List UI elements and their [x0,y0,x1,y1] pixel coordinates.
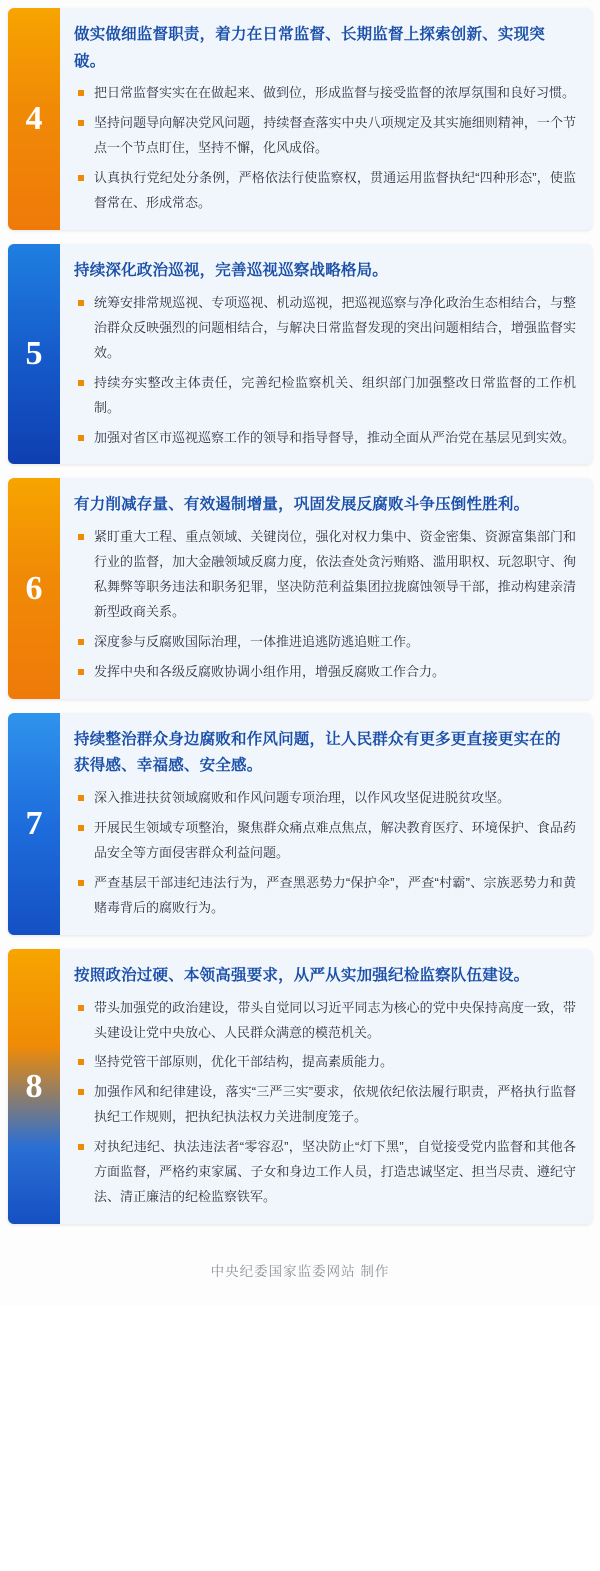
list-item-text: 加强作风和纪律建设，落实“三严三实”要求，依规依纪依法履行职责，严格执行监督执纪工作规则，把执纪执法权力关进制度笼子。 [94,1084,576,1125]
square-bullet-icon [78,669,84,675]
list-item-text: 统筹安排常规巡视、专项巡视、机动巡视，把巡视巡察与净化政治生态相结合，与整治群众反映强烈的问题相结合，与解决日常监督发现的突出问题相结合，增强监督实效。 [94,294,576,360]
content-card [8,713,592,935]
card-body [60,949,592,1224]
square-bullet-icon [78,1144,84,1150]
bullet-list [74,81,576,216]
list-item-text: 深入推进扶贫领域腐败和作风问题专项治理，以作风攻坚促进脱贫攻坚。 [94,790,511,806]
card-number: 8 [25,1067,43,1105]
content-card [8,949,592,1224]
list-item [74,81,576,106]
content-card [8,478,592,698]
card-number-strip [8,244,60,464]
square-bullet-icon [78,380,84,386]
page-footer: 中央纪委国家监委网站 制作 [210,1264,390,1280]
card-title: 有力削减存量、有效遏制增量，巩固发展反腐败斗争压倒性胜利。 [74,496,530,514]
list-item [74,111,576,161]
list-item [74,630,576,655]
list-item-text: 紧盯重大工程、重点领域、关键岗位，强化对权力集中、资金密集、资源富集部门和行业的监督，加大金融领域反腐力度，依法查处贪污贿赂、滥用职权、玩忽职守、徇私舞弊等职务违法和职务犯罪，坚决防范利益集团拉拢腐蚀领导干部，推动构建亲清新型政商关系。 [94,529,576,619]
list-item [74,166,576,216]
square-bullet-icon [78,795,84,801]
card-title: 做实做细监督职责，着力在日常监督、长期监督上探索创新、实现突破。 [74,26,546,70]
card-body [60,8,592,230]
card-body [60,713,592,935]
square-bullet-icon [78,90,84,96]
list-item-text: 深度参与反腐败国际治理，一体推进追逃防逃追赃工作。 [94,633,420,649]
list-item-text: 把日常监督实实在在做起来、做到位，形成监督与接受监督的浓厚氛围和良好习惯。 [94,85,576,101]
card-title: 按照政治过硬、本领高强要求，从严从实加强纪检监察队伍建设。 [74,966,530,984]
card-title: 持续整治群众身边腐败和作风问题，让人民群众有更多更直接更实在的获得感、幸福感、安全感。 [74,730,561,775]
card-number: 5 [25,335,43,373]
list-item [74,1135,576,1210]
list-item-text: 加强对省区市巡视巡察工作的领导和指导督导，推动全面从严治党在基层见到实效。 [94,429,576,445]
list-item [74,996,576,1046]
list-item-text: 带头加强党的政治建设，带头自觉同以习近平同志为核心的党中央保持高度一致，带头建设让党中央放心、人民群众满意的模范机关。 [94,999,576,1040]
bullet-list [74,786,576,921]
square-bullet-icon [78,120,84,126]
card-number-strip [8,949,60,1224]
list-item-text: 对执纪违纪、执法违法者“零容忍”，坚决防止“灯下黑”，自觉接受党内监督和其他各方面监督，严格约束家属、子女和身边工作人员，打造忠诚坚定、担当尽责、遵纪守法、清正廉洁的纪检监察铁军。 [94,1139,576,1205]
bullet-list [74,996,576,1211]
list-item-text: 持续夯实整改主体责任，完善纪检监察机关、组织部门加强整改日常监督的工作机制。 [94,374,576,415]
card-body [60,244,592,464]
square-bullet-icon [78,1089,84,1095]
content-card [8,244,592,464]
square-bullet-icon [78,639,84,645]
card-number: 4 [25,100,43,138]
list-item-text: 坚持问题导向解决党风问题，持续督查落实中央八项规定及其实施细则精神，一个节点一个节点盯住，坚持不懈，化风成俗。 [94,115,576,156]
list-item [74,1050,576,1075]
list-item [74,786,576,811]
list-item [74,426,576,451]
card-number: 6 [25,569,43,607]
square-bullet-icon [78,1059,84,1065]
list-item [74,525,576,625]
bullet-list [74,525,576,685]
content-card [8,8,592,230]
list-item [74,371,576,421]
card-number-strip [8,8,60,230]
list-item-text: 认真执行党纪处分条例，严格依法行使监察权，贯通运用监督执纪“四种形态”，使监督常在、形成常态。 [94,170,576,211]
card-body [60,478,592,698]
cards-container [8,8,592,1224]
square-bullet-icon [78,435,84,441]
list-item [74,291,576,366]
list-item [74,660,576,685]
list-item [74,871,576,921]
card-title: 持续深化政治巡视，完善巡视巡察战略格局。 [74,262,389,280]
square-bullet-icon [78,1005,84,1011]
card-number-strip [8,713,60,935]
list-item-text: 发挥中央和各级反腐败协调小组作用，增强反腐败工作合力。 [94,663,446,679]
card-number-strip [8,478,60,698]
bullet-list [74,291,576,451]
list-item-text: 坚持党管干部原则，优化干部结构，提高素质能力。 [94,1054,394,1070]
list-item-text: 严查基层干部违纪违法行为，严查黑恶势力“保护伞”，严查“村霸”、宗族恶势力和黄赌毒背后的腐败行为。 [94,875,576,915]
list-item [74,816,576,866]
square-bullet-icon [78,175,84,181]
square-bullet-icon [78,300,84,306]
list-item-text: 开展民生领域专项整治，聚焦群众痛点难点焦点，解决教育医疗、环境保护、食品药品安全等方面侵害群众利益问题。 [94,820,576,861]
square-bullet-icon [78,825,84,831]
card-number: 7 [25,804,43,842]
square-bullet-icon [78,534,84,540]
list-item [74,1080,576,1130]
square-bullet-icon [78,880,84,886]
